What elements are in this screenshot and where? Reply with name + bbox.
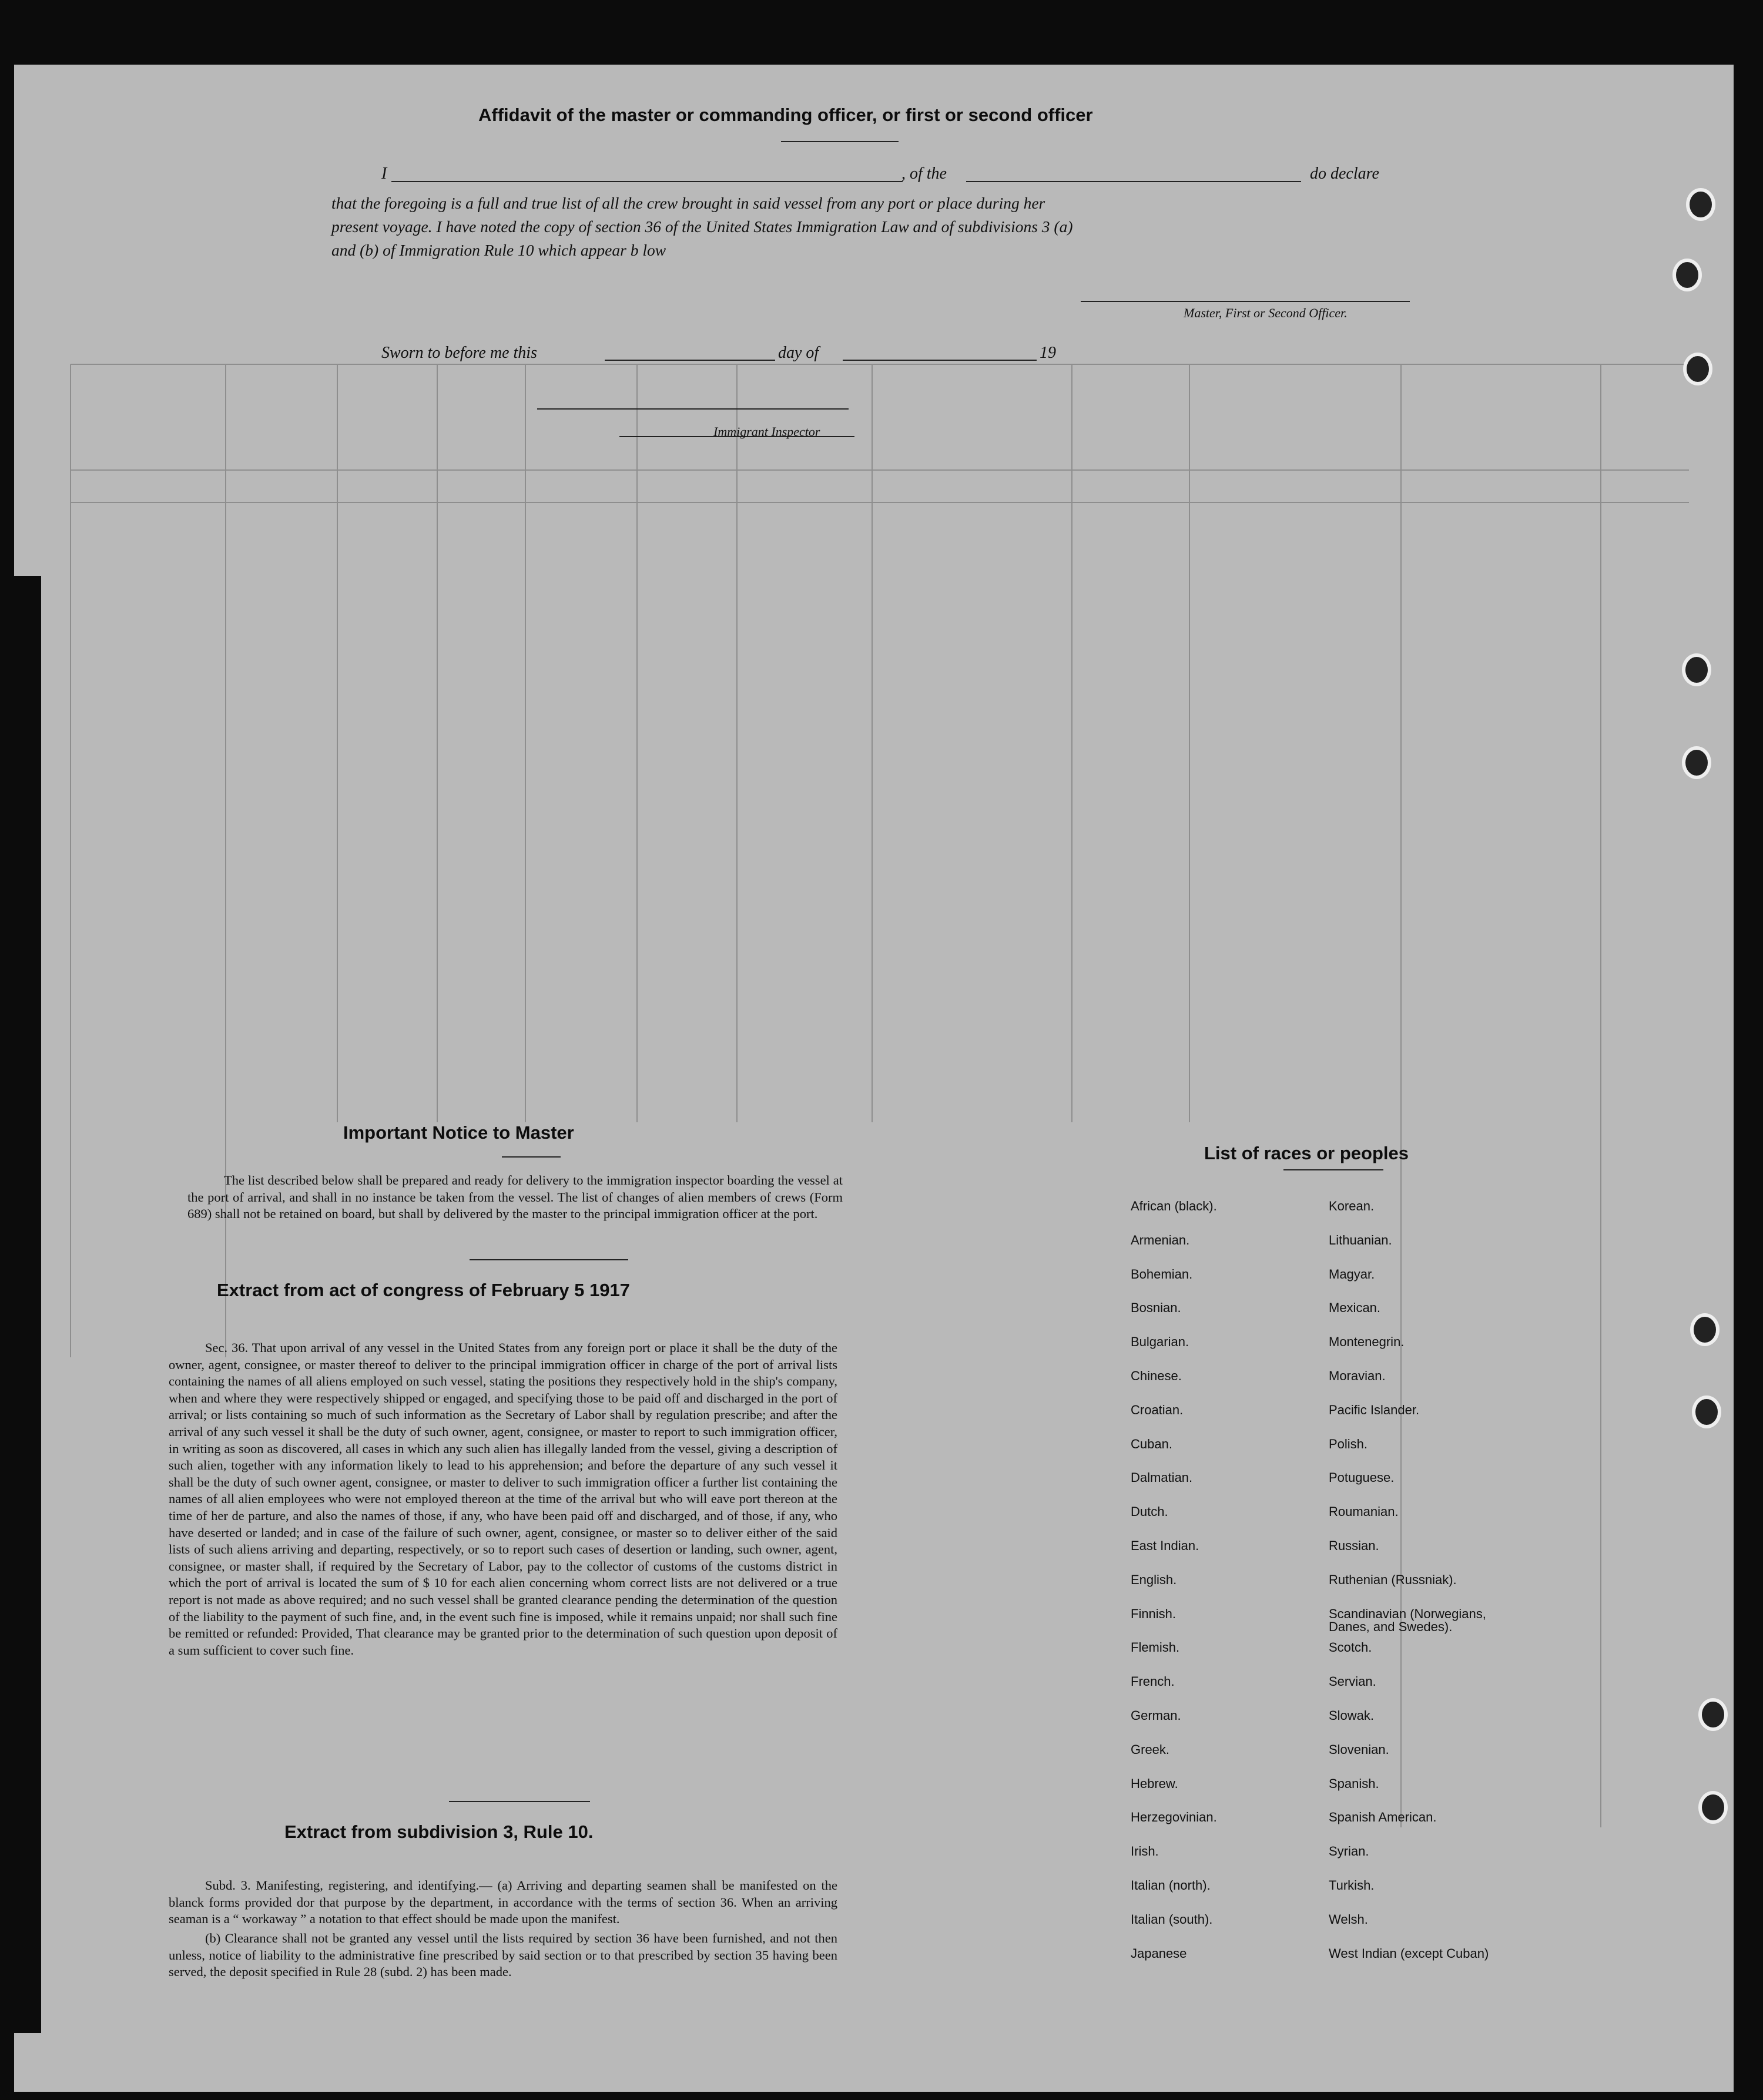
race-item: Dutch. xyxy=(1131,1504,1168,1519)
notice-text: The list described below shall be prepared and ready for delivery to the immigration inspector boarding the vessel at the port of arrival, and shall in no instance be taken from the vessel. The list of changes of alien members of crews (Form 689) shall not be retained on board, but shall by delivered by the master to the principal immigration officer at the port. xyxy=(187,1173,843,1221)
race-item: West Indian (except Cuban) xyxy=(1329,1945,1489,1961)
race-item: Slovenian. xyxy=(1329,1742,1389,1757)
document-page xyxy=(14,65,1734,2092)
vessel-name-line[interactable] xyxy=(966,181,1301,182)
race-item: Moravian. xyxy=(1329,1368,1386,1383)
inspector-signature-line[interactable] xyxy=(537,408,849,410)
race-item: Italian (south). xyxy=(1131,1911,1213,1927)
sworn-year: 19 xyxy=(1040,344,1056,362)
sworn-prefix: Sworn to before me this xyxy=(381,344,537,362)
race-item: Dalmatian. xyxy=(1131,1470,1193,1485)
race-item: Bulgarian. xyxy=(1131,1334,1189,1350)
race-item: Spanish. xyxy=(1329,1776,1379,1791)
race-item: Finnish. xyxy=(1131,1606,1177,1621)
signature-label: Master, First or Second Officer. xyxy=(1184,306,1348,320)
inspector-label: Immigrant Inspector xyxy=(713,424,820,439)
notice-title-underline xyxy=(502,1156,561,1158)
race-item: Syrian. xyxy=(1329,1844,1369,1859)
rule-extract-text-a: Subd. 3. Manifesting, registering, and identifying.— (a) Arriving and departing seamen shall be manifested on the blanck forms provided dor that purpose by the department, in accordance with the terms of section 36. When an arriving seaman is a “ workaway ” a notation to that effect should be made upon the manifest. xyxy=(169,1878,837,1926)
punch-hole xyxy=(1698,1698,1728,1731)
race-item: Japanese xyxy=(1131,1945,1187,1961)
act-extract-text: Sec. 36. That upon arrival of any vessel in the United States from any foreign port or place it shall be the duty of the owner, agent, consignee, or master thereof to deliver to the principal immigration officer in charge of the port of arrival lists containing the names of all aliens employed on such vessel, stating the positions they respectively hold in the ship's company, when and where they were respectively shipped or engaged, and specifying those to be paid off and discharged in the port of arrival; or lists containing so much of such information as the Secretary of Labor shall by regulation prescribe; and after the arrival of any such vessel it shall be the duty of such owner, agent, consignee, or master to report to such immigration officer, in writing as soon as discovered, all cases in which any such alien has illegally landed from the vessel, giving a description of such alien, together with any information likely to lead to his apprehension; and before the departure of any such vessel it shall be the duty of such owner agent, consignee, or master to deliver to such immigration officer a further list containing the names of all alien employees who were not employed thereon at the time of the arrival but who will eave port thereon at the time of her de parture, and also the names of those, if any, who have been paid off and discharged, and of those, if any, who have deserted or landed; and in case of the failure of such owner, agent, consignee, or master so to deliver either of the said lists of such aliens arriving and departing, respectively, or so to report such cases of desertion or landing, such owner, agent, consignee, or master shall, if required by the Secretary of Labor, pay to the collector of customs of the customs district in which the port of arrival is located the sum of $ 10 for each alien concerning whom correct lists are not delivered or a true report is not made as above required; and no such vessel shall be granted clearance pending the determination of the question of the liability to the payment of such fine, and, in the event such fine is imposed, while it remains unpaid; nor shall such fine be remitted or refunded: Provided, That clearance may be granted prior to the determination of such question upon deposit of a sum sufficient to cover such fine. xyxy=(169,1340,837,1658)
rule-extract-text-b: (b) Clearance shall not be granted any vessel until the lists required by section 36 have been furnished, and not then unless, notice of liability to the administrative fine prescribed by said section or to that prescribed by section 35 having been served, the deposit specified in Rule 28 (subd. 2) has been made. xyxy=(169,1931,837,1979)
binding-edge xyxy=(0,576,41,2033)
race-item: Bohemian. xyxy=(1131,1266,1193,1282)
act-extract-title: Extract from act of congress of February 5 1917 xyxy=(217,1280,630,1300)
divider-1 xyxy=(470,1259,628,1260)
race-item: Russian. xyxy=(1329,1538,1379,1553)
sworn-day-line[interactable] xyxy=(605,360,775,361)
sworn-day-of: day of xyxy=(778,344,819,362)
race-item: Potuguese. xyxy=(1329,1470,1395,1485)
punch-hole xyxy=(1682,653,1711,686)
affidavit-title-underline xyxy=(781,141,899,142)
races-title: List of races or peoples xyxy=(1204,1143,1409,1163)
race-item: Greek. xyxy=(1131,1742,1170,1757)
race-item: Slowak. xyxy=(1329,1707,1375,1723)
race-item: Bosnian. xyxy=(1131,1300,1181,1316)
race-item: Ruthenian (Russniak). xyxy=(1329,1572,1457,1587)
race-item: Mexican. xyxy=(1329,1300,1381,1316)
affidavit-body-line2: that the foregoing is a full and true list of all the crew brought in said vessel from any port or place during her xyxy=(331,194,1045,212)
races-right-column xyxy=(1329,1200,1552,1981)
race-item: Irish. xyxy=(1131,1844,1159,1859)
race-item: Polish. xyxy=(1329,1436,1368,1451)
race-item: Turkish. xyxy=(1329,1877,1375,1893)
affidavit-line1-i: I xyxy=(381,165,387,183)
affidavit-body-line4: and (b) of Immigration Rule 10 which appear b low xyxy=(331,241,666,259)
sworn-month-line[interactable] xyxy=(843,360,1037,361)
race-item: Flemish. xyxy=(1131,1640,1180,1655)
punch-hole xyxy=(1686,188,1715,221)
race-item: Montenegrin. xyxy=(1329,1334,1405,1350)
divider-2 xyxy=(449,1801,590,1802)
race-item: Italian (north). xyxy=(1131,1877,1211,1893)
notice-title: Important Notice to Master xyxy=(343,1122,574,1143)
master-name-line[interactable] xyxy=(391,181,903,182)
race-item: Chinese. xyxy=(1131,1368,1182,1383)
affidavit-title: Affidavit of the master or commanding officer, or first or second officer xyxy=(478,105,1093,125)
race-item: Scotch. xyxy=(1329,1640,1372,1655)
race-item: Croatian. xyxy=(1131,1402,1184,1417)
race-item: Hebrew. xyxy=(1131,1776,1178,1791)
race-item: African (black). xyxy=(1131,1199,1217,1213)
race-item: Armenian. xyxy=(1131,1232,1190,1247)
races-left-column xyxy=(1131,1200,1307,1981)
punch-hole xyxy=(1682,746,1711,779)
punch-hole xyxy=(1698,1791,1728,1824)
race-item: Korean. xyxy=(1329,1199,1375,1213)
affidavit-body-line3: present voyage. I have noted the copy of section 36 of the United States Immigration Law and of subdivisions 3 (a) xyxy=(331,217,1073,236)
race-item: French. xyxy=(1131,1674,1175,1689)
rule-extract-title: Extract from subdivision 3, Rule 10. xyxy=(284,1821,594,1842)
punch-hole xyxy=(1672,259,1702,291)
punch-hole xyxy=(1683,353,1712,385)
race-item: Herzegovinian. xyxy=(1131,1810,1217,1825)
affidavit-line1-declare: do declare xyxy=(1310,165,1379,183)
punch-hole xyxy=(1690,1313,1720,1346)
race-item: Cuban. xyxy=(1131,1436,1172,1451)
race-item: English. xyxy=(1131,1572,1177,1587)
race-item: German. xyxy=(1131,1707,1181,1723)
race-item: East Indian. xyxy=(1131,1538,1199,1553)
race-item: Pacific Islander. xyxy=(1329,1402,1420,1417)
race-item: Lithuanian. xyxy=(1329,1232,1392,1247)
race-item: Magyar. xyxy=(1329,1266,1375,1282)
signature-line[interactable] xyxy=(1081,301,1410,302)
race-item: Spanish American. xyxy=(1329,1810,1437,1825)
punch-hole xyxy=(1692,1395,1721,1428)
affidavit-line1-of-the: , of the xyxy=(901,165,947,183)
race-item: Roumanian. xyxy=(1329,1504,1399,1519)
race-item: Servian. xyxy=(1329,1674,1376,1689)
race-item: Scandinavian (Norwegians, Danes, and Swedes). xyxy=(1329,1606,1486,1634)
race-item: Welsh. xyxy=(1329,1911,1368,1927)
races-title-underline xyxy=(1283,1169,1383,1170)
